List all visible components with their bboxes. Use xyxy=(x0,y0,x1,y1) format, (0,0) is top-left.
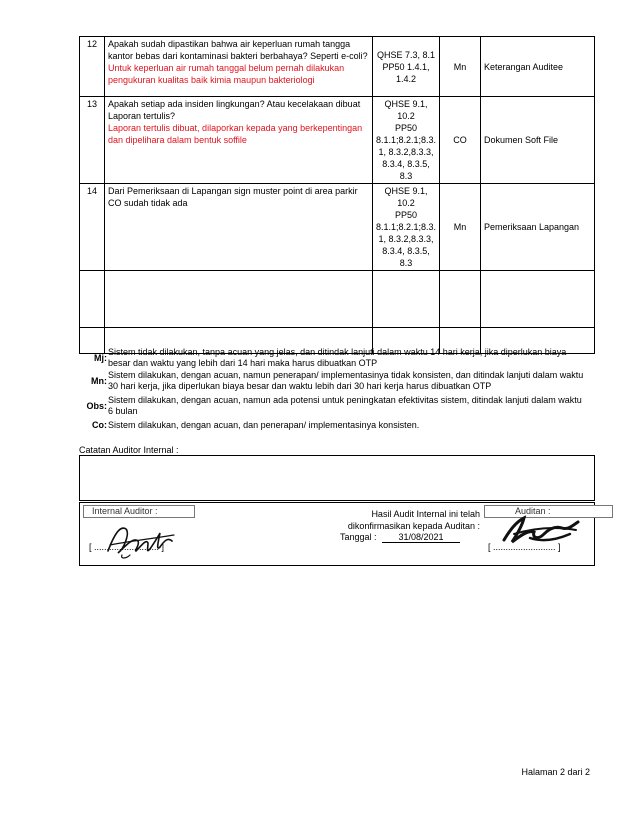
auditan-label: Auditan : xyxy=(484,505,613,518)
reference-line: QHSE 9.1, xyxy=(384,186,428,196)
legend-mj xyxy=(79,347,594,371)
question-line: Apakah sudah dipastikan bahwa air keperluan rumah tangga xyxy=(108,39,351,49)
table-row xyxy=(80,37,595,97)
auditor-notes-box xyxy=(79,455,595,501)
legend-line: Sistem dilakukan, dengan acuan, namun ada potensi untuk peningkatan efektivitas sistem, ditindak lanjuti dalam waktu xyxy=(108,395,582,405)
table-row-empty xyxy=(80,271,595,328)
date-value: 31/08/2021 xyxy=(382,532,460,543)
reference-line: 1.4.2 xyxy=(395,73,417,84)
reference-line: 10.2 xyxy=(397,111,415,121)
row-number: 12 xyxy=(80,37,105,97)
reference-line: 8.1.1;8.2.1;8.3. xyxy=(376,135,437,145)
question-line: Laporan tertulis? xyxy=(108,111,176,121)
legend-key: Co: xyxy=(92,420,107,430)
question-line: kantor bebas dari kontaminasi bakteri berbahaya? Seperti e-coli? xyxy=(108,51,368,61)
audit-table xyxy=(79,36,595,354)
category-cell: Mn xyxy=(440,184,481,271)
confirmation-line: Hasil Audit Internal ini telah xyxy=(371,509,480,519)
auditee-signature-bracket: [ ......................... ] xyxy=(488,542,561,552)
category-cell: CO xyxy=(440,97,481,184)
remark-cell: Pemeriksaan Lapangan xyxy=(481,184,595,271)
reference-line: 8.3 xyxy=(399,171,413,181)
reference-line: 10.2 xyxy=(397,198,415,208)
finding-note: dan dipelihara dalam bentuk soffile xyxy=(108,135,247,145)
question-cell xyxy=(105,97,373,184)
category-cell: Mn xyxy=(440,37,481,97)
reference-cell xyxy=(373,37,440,97)
reference-line: PP50 xyxy=(394,210,418,220)
confirmation-line: dikonfirmasikan kepada Auditan : xyxy=(347,521,480,531)
table-row xyxy=(80,184,595,271)
confirmation-text xyxy=(300,508,480,532)
question-cell xyxy=(105,37,373,97)
internal-auditor-label: Internal Auditor : xyxy=(83,505,195,518)
finding-note: pengukuran kualitas baik kimia maupun bakteriologi xyxy=(108,75,315,85)
reference-line: 8.3 xyxy=(399,258,413,268)
reference-line: 8.3.4, 8.3.5, xyxy=(382,159,430,169)
question-line: Apakah setiap ada insiden lingkungan? Atau kecelakaan dibuat xyxy=(108,99,361,109)
row-number: 14 xyxy=(80,184,105,271)
legend-key: Mn: xyxy=(91,376,107,386)
auditee-signature-image xyxy=(494,512,584,546)
question-cell xyxy=(105,184,373,271)
reference-cell xyxy=(373,97,440,184)
reference-line: QHSE 7.3, 8.1 xyxy=(376,49,436,60)
legend-key: Mj: xyxy=(94,353,107,363)
remark-cell: Keterangan Auditee xyxy=(481,37,595,97)
legend-mn xyxy=(79,370,594,394)
legend-line: 30 hari kerja, jika diperlukan biaya besar dan waktu lebih dari 30 hari kerja harus dibuatkan OTP xyxy=(108,381,492,391)
reference-line: PP50 1.4.1, xyxy=(382,61,430,72)
legend-line: Sistem tidak dilakukan, tanpa acuan yang jelas, dan ditindak lanjuti dalam waktu 14 hari kerja, jika diperlukan biaya xyxy=(108,347,567,357)
legend-obs xyxy=(79,395,594,419)
auditor-signature-bracket: [ .......................... ] xyxy=(89,542,165,552)
reference-line: PP50 xyxy=(394,123,418,133)
legend-line: Sistem dilakukan, dengan acuan, dan penerapan/ implementasinya konsisten. xyxy=(108,420,420,430)
reference-cell xyxy=(373,184,440,271)
remark-cell: Dokumen Soft File xyxy=(481,97,595,184)
legend-line: Sistem dilakukan, dengan acuan, namun penerapan/ implementasinya tidak konsisten, dan ditindak lanjuti dalam waktu xyxy=(108,370,584,380)
reference-line: 1, 8.3.2,8.3.3, xyxy=(378,234,434,244)
auditor-signature-image xyxy=(100,515,180,563)
legend-line: besar dan waktu yang lebih dari 14 hari maka harus dibuatkan OTP xyxy=(108,358,378,368)
reference-line: 8.3.4, 8.3.5, xyxy=(382,246,430,256)
auditor-notes-label: Catatan Auditor Internal : xyxy=(79,445,179,455)
finding-note: Laporan tertulis dibuat, dilaporkan kepada yang berkepentingan xyxy=(108,123,363,133)
date-label: Tanggal : xyxy=(340,532,377,542)
date-field xyxy=(340,532,460,543)
legend-line: 6 bulan xyxy=(108,406,138,416)
legend-co xyxy=(79,420,594,432)
row-number: 13 xyxy=(80,97,105,184)
question-line: Dari Pemeriksaan di Lapangan sign muster point di area parkir xyxy=(108,186,358,196)
reference-line: QHSE 9.1, xyxy=(384,99,428,109)
table-row xyxy=(80,97,595,184)
reference-line: 1, 8.3.2,8.3.3, xyxy=(378,147,434,157)
reference-line: 8.1.1;8.2.1;8.3. xyxy=(376,222,437,232)
finding-note: Untuk keperluan air rumah tanggal belum pernah dilakukan xyxy=(108,63,345,73)
page-number: Halaman 2 dari 2 xyxy=(521,767,590,777)
legend-key: Obs: xyxy=(86,401,107,411)
question-line: CO sudah tidak ada xyxy=(108,198,188,208)
